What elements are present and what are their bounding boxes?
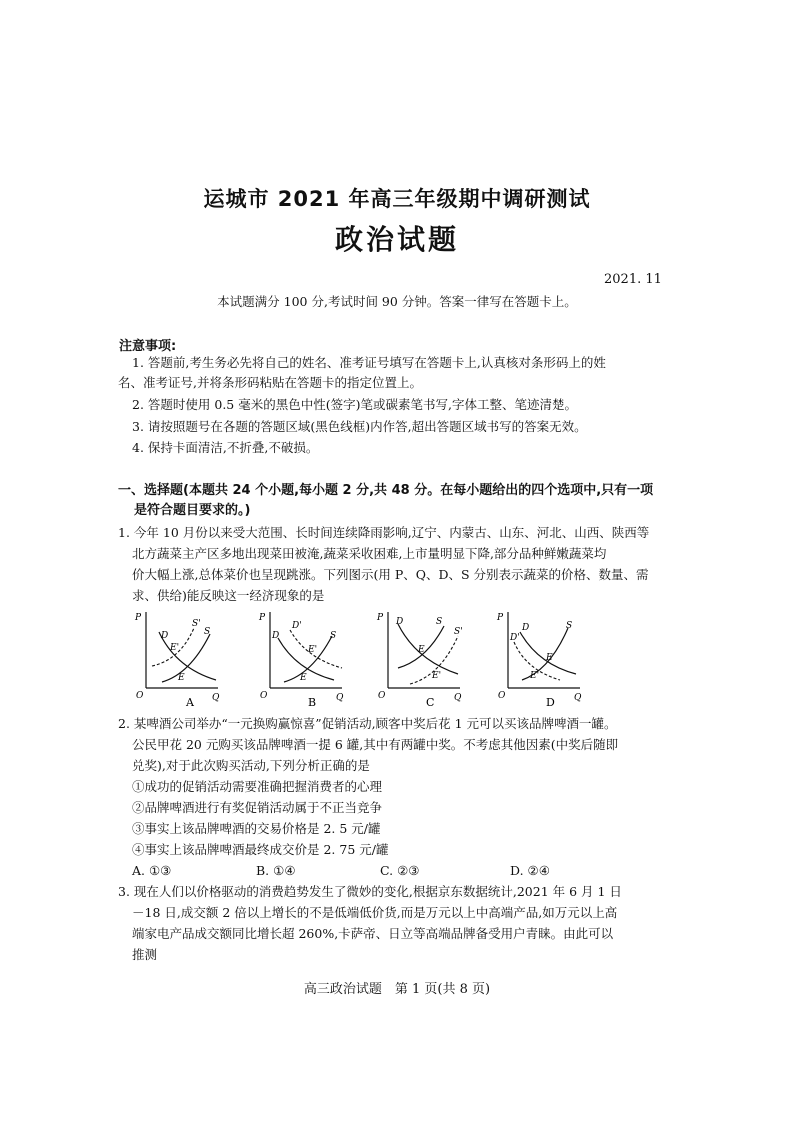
svg-text:O: O [498,691,506,701]
svg-text:S: S [566,621,573,631]
subject-title: 政治试题 [334,223,459,256]
svg-text:S': S' [192,619,201,629]
svg-text:P: P [497,613,504,623]
svg-text:E: E [418,645,425,655]
q2-option-4: ④事实上该品牌啤酒最终成交价是 2. 75 元/罐 [132,842,389,857]
graph-c [374,608,492,709]
svg-text:S: S [436,617,443,627]
notice-item-1-cont: 名、准考证号,并将条形码粘贴在答题卡的指定位置上。 [118,375,422,390]
svg-text:B: B [308,696,317,709]
q2-choice-b: B. ①④ [256,863,296,878]
q1-line-1: 1. 今年 10 月份以来受大范围、长时间连续降雨影响,辽宁、内蒙古、山东、河北、山西、陕西等 [118,525,650,540]
notice-item-4: 4. 保持卡面清洁,不折叠,不破损。 [132,440,319,455]
q3-line-3: 端家电产品成交额同比增长超 260%,卡萨帝、日立等高端品牌备受用户青睐。由此可以 [132,926,614,941]
notice-item-3: 3. 请按照题号在各题的答题区域(黑色线框)内作答,超出答题区域书写的答案无效。 [132,419,587,434]
svg-text:O: O [378,691,386,701]
svg-text:D: D [546,696,555,709]
svg-text:Q: Q [212,693,220,703]
q2-line-1: 2. 某啤酒公司举办“一元换购赢惊喜”促销活动,顾客中奖后花 1 元可以买该品牌啤酒一罐。 [118,716,617,731]
q2-line-3: 兑奖),对于此次购买活动,下列分析正确的是 [132,758,370,773]
svg-text:O: O [260,691,268,701]
svg-text:S: S [330,631,337,641]
svg-text:P: P [259,613,266,623]
q3-line-4: 推测 [132,947,158,962]
graph-a [132,608,250,709]
page-footer: 高三政治试题 第 1 页(共 8 页) [303,982,491,997]
notice-heading: 注意事项: [119,339,177,354]
svg-text:E: E [178,673,185,683]
exam-date: 2021. 11 [604,272,662,287]
svg-text:E: E [546,653,553,663]
svg-text:Q: Q [336,693,344,703]
svg-text:E': E' [530,671,540,681]
q2-option-1: ①成功的促销活动需要准确把握消费者的心理 [132,779,383,794]
q3-line-2: －18 日,成交额 2 倍以上增长的不是低端低价货,而是万元以上中高端产品,如万元以上高 [132,905,618,920]
q2-option-2: ②品牌啤酒进行有奖促销活动属于不正当竞争 [132,800,383,815]
section-heading: 一、选择题(本题共 24 个小题,每小题 2 分,共 48 分。在每小题给出的四个选项中,只有一项 [118,483,654,498]
svg-text:O: O [136,691,144,701]
graph-b [256,608,374,709]
svg-text:D: D [272,631,280,641]
exam-title: 运城市 2021 年高三年级期中调研测试 [203,187,591,211]
svg-text:E: E [300,673,307,683]
q2-option-3: ③事实上该品牌啤酒的交易价格是 2. 5 元/罐 [132,821,381,836]
q3-line-1: 3. 现在人们以价格驱动的消费趋势发生了微妙的变化,根据京东数据统计,2021 年 6 月 1 日 [118,884,622,899]
q2-choice-c: C. ②③ [380,863,420,878]
svg-text:S': S' [454,627,463,637]
svg-text:D: D [161,631,169,641]
svg-text:Q: Q [574,693,582,703]
svg-text:D': D' [510,633,520,643]
q1-line-2: 北方蔬菜主产区多地出现菜田被淹,蔬菜采收困难,上市量明显下降,部分品种鲜嫩蔬菜均 [132,546,607,561]
svg-text:S: S [204,627,211,637]
svg-text:E': E' [432,671,442,681]
q1-line-3: 价大幅上涨,总体菜价也呈现跳涨。下列图示(用 P、Q、D、S 分别表示蔬菜的价格、数量、需 [132,567,649,582]
notice-item-2: 2. 答题时使用 0.5 毫米的黑色中性(签字)笔或碳素笔书写,字体工整、笔迹清楚。 [132,397,577,412]
svg-text:Q: Q [454,693,462,703]
svg-text:A: A [186,696,194,709]
q2-choice-a: A. ①③ [132,863,172,878]
svg-text:D': D' [292,621,302,631]
q2-choice-d: D. ②④ [510,863,550,878]
graph-d [494,608,612,709]
svg-text:D: D [522,623,530,633]
q2-line-2: 公民甲花 20 元购买该品牌啤酒一提 6 罐,其中有两罐中奖。不考虑其他因素(中奖后随即 [132,737,619,752]
svg-text:E': E' [170,643,180,653]
notice-item-1: 1. 答题前,考生务必先将自己的姓名、准考证号填写在答题卡上,认真核对条形码上的姓 [132,355,606,370]
q1-line-4: 求、供给)能反映这一经济现象的是 [132,588,325,603]
section-heading-cont: 是符合题目要求的。) [134,503,251,518]
svg-text:P: P [377,613,384,623]
svg-text:E': E' [308,645,318,655]
svg-text:D: D [396,617,404,627]
svg-text:P: P [135,613,142,623]
svg-text:C: C [426,696,435,709]
exam-note: 本试题满分 100 分,考试时间 90 分钟。答案一律写在答题卡上。 [217,294,577,309]
